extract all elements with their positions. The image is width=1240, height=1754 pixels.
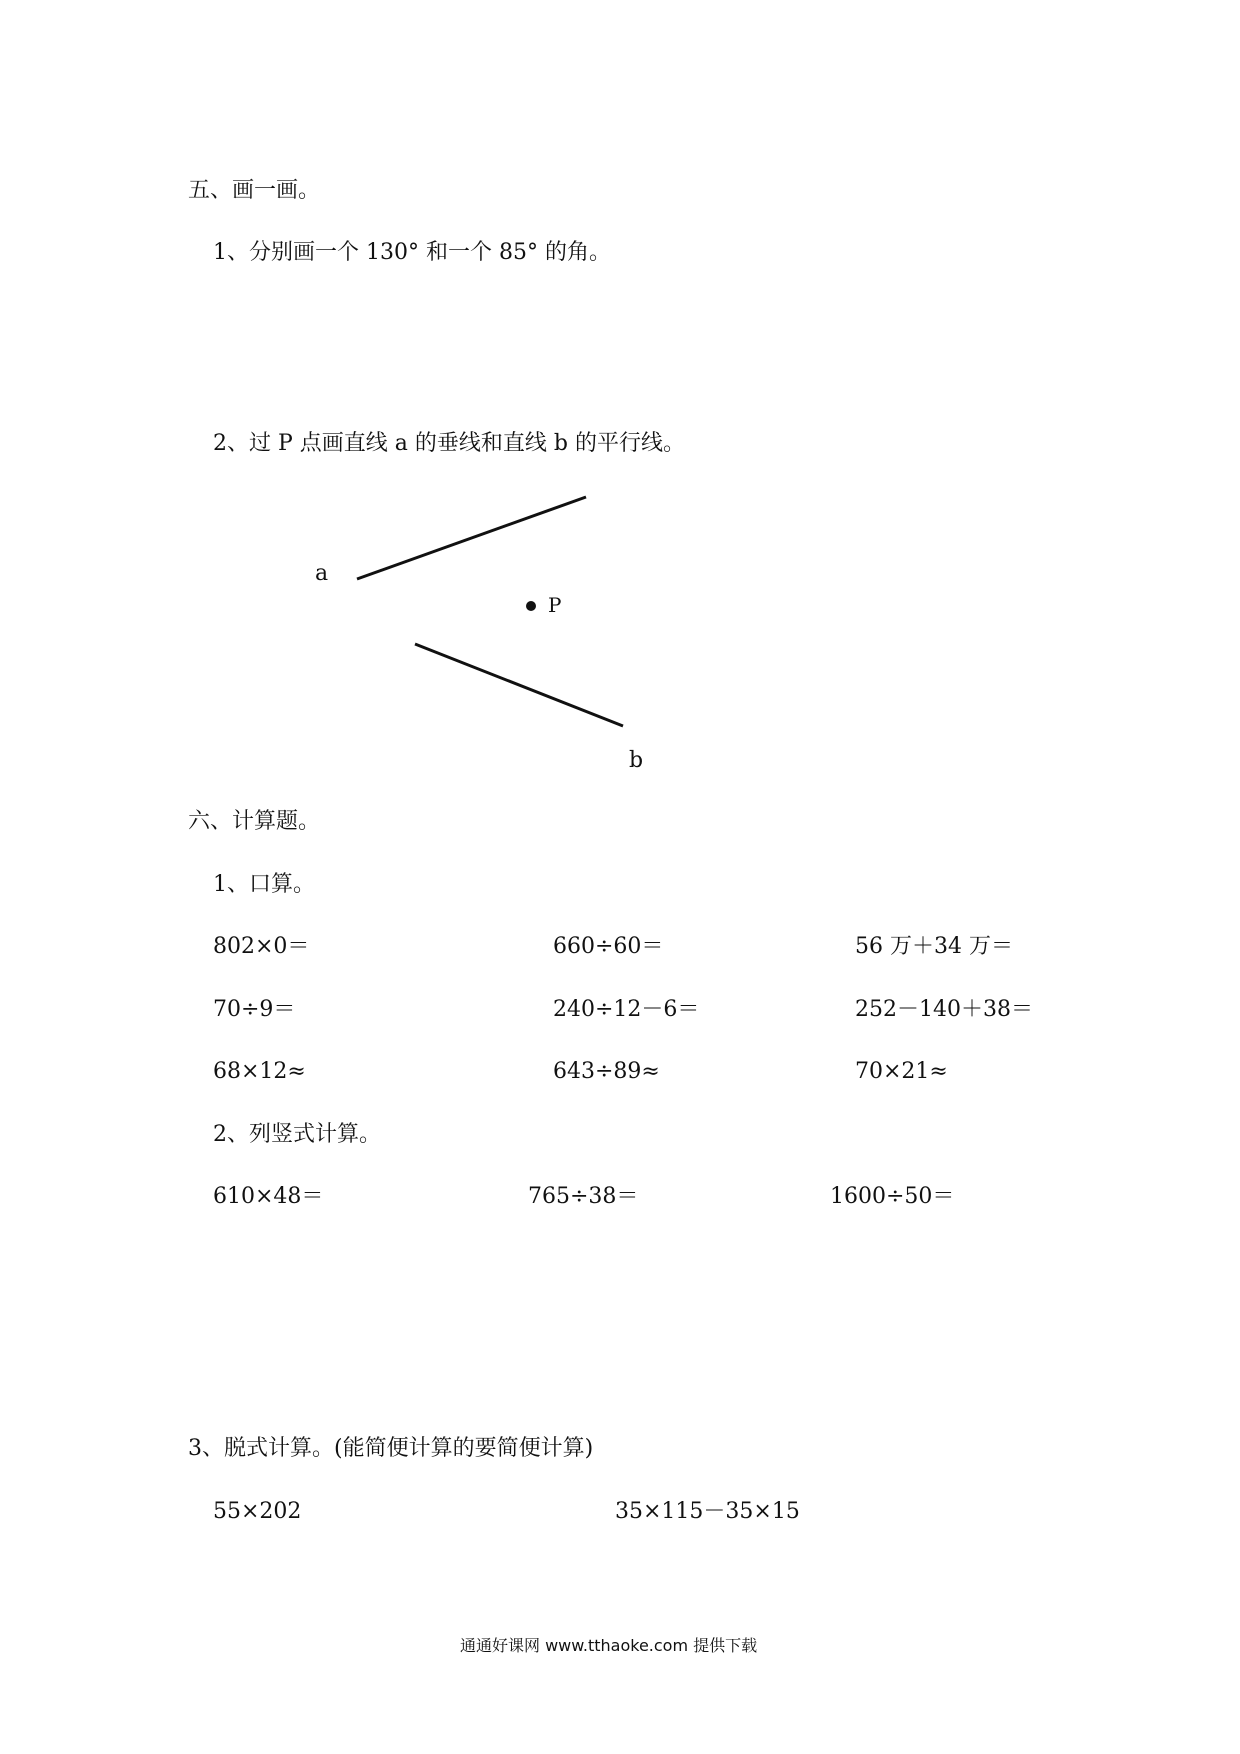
line-b xyxy=(415,644,623,726)
question-6-3-title: 3、脱式计算。(能简便计算的要简便计算) xyxy=(188,1436,594,1461)
vertical-item: 1600÷50＝ xyxy=(830,1184,955,1209)
label-b: b xyxy=(629,748,644,773)
question-6-1-title: 1、口算。 xyxy=(213,872,315,897)
oral-item: 70÷9＝ xyxy=(213,997,296,1022)
question-6-2-title: 2、列竖式计算。 xyxy=(213,1122,381,1147)
oral-item: 70×21≈ xyxy=(855,1059,948,1084)
label-p: P xyxy=(548,593,562,617)
lines-figure xyxy=(0,0,1240,800)
question-5-2: 2、过 P 点画直线 a 的垂线和直线 b 的平行线。 xyxy=(213,431,685,456)
vertical-item: 610×48＝ xyxy=(213,1184,324,1209)
oral-item: 56 万＋34 万＝ xyxy=(855,934,1013,959)
oral-item: 252－140＋38＝ xyxy=(855,997,1033,1022)
question-5-1: 1、分别画一个 130° 和一个 85° 的角。 xyxy=(213,240,611,265)
oral-item: 802×0＝ xyxy=(213,934,310,959)
label-a: a xyxy=(315,561,329,586)
oral-item: 68×12≈ xyxy=(213,1059,306,1084)
point-p xyxy=(526,601,536,611)
section-5-heading: 五、画一画。 xyxy=(188,178,321,203)
section-6-heading: 六、计算题。 xyxy=(188,809,321,834)
footer-text: 通通好课网 www.tthaoke.com 提供下载 xyxy=(460,1636,758,1655)
vertical-item: 765÷38＝ xyxy=(528,1184,639,1209)
oral-item: 240÷12－6＝ xyxy=(553,997,700,1022)
stepwise-item: 35×115－35×15 xyxy=(615,1499,800,1524)
line-a xyxy=(357,497,586,579)
oral-item: 643÷89≈ xyxy=(553,1059,660,1084)
oral-item: 660÷60＝ xyxy=(553,934,664,959)
stepwise-item: 55×202 xyxy=(213,1499,302,1524)
